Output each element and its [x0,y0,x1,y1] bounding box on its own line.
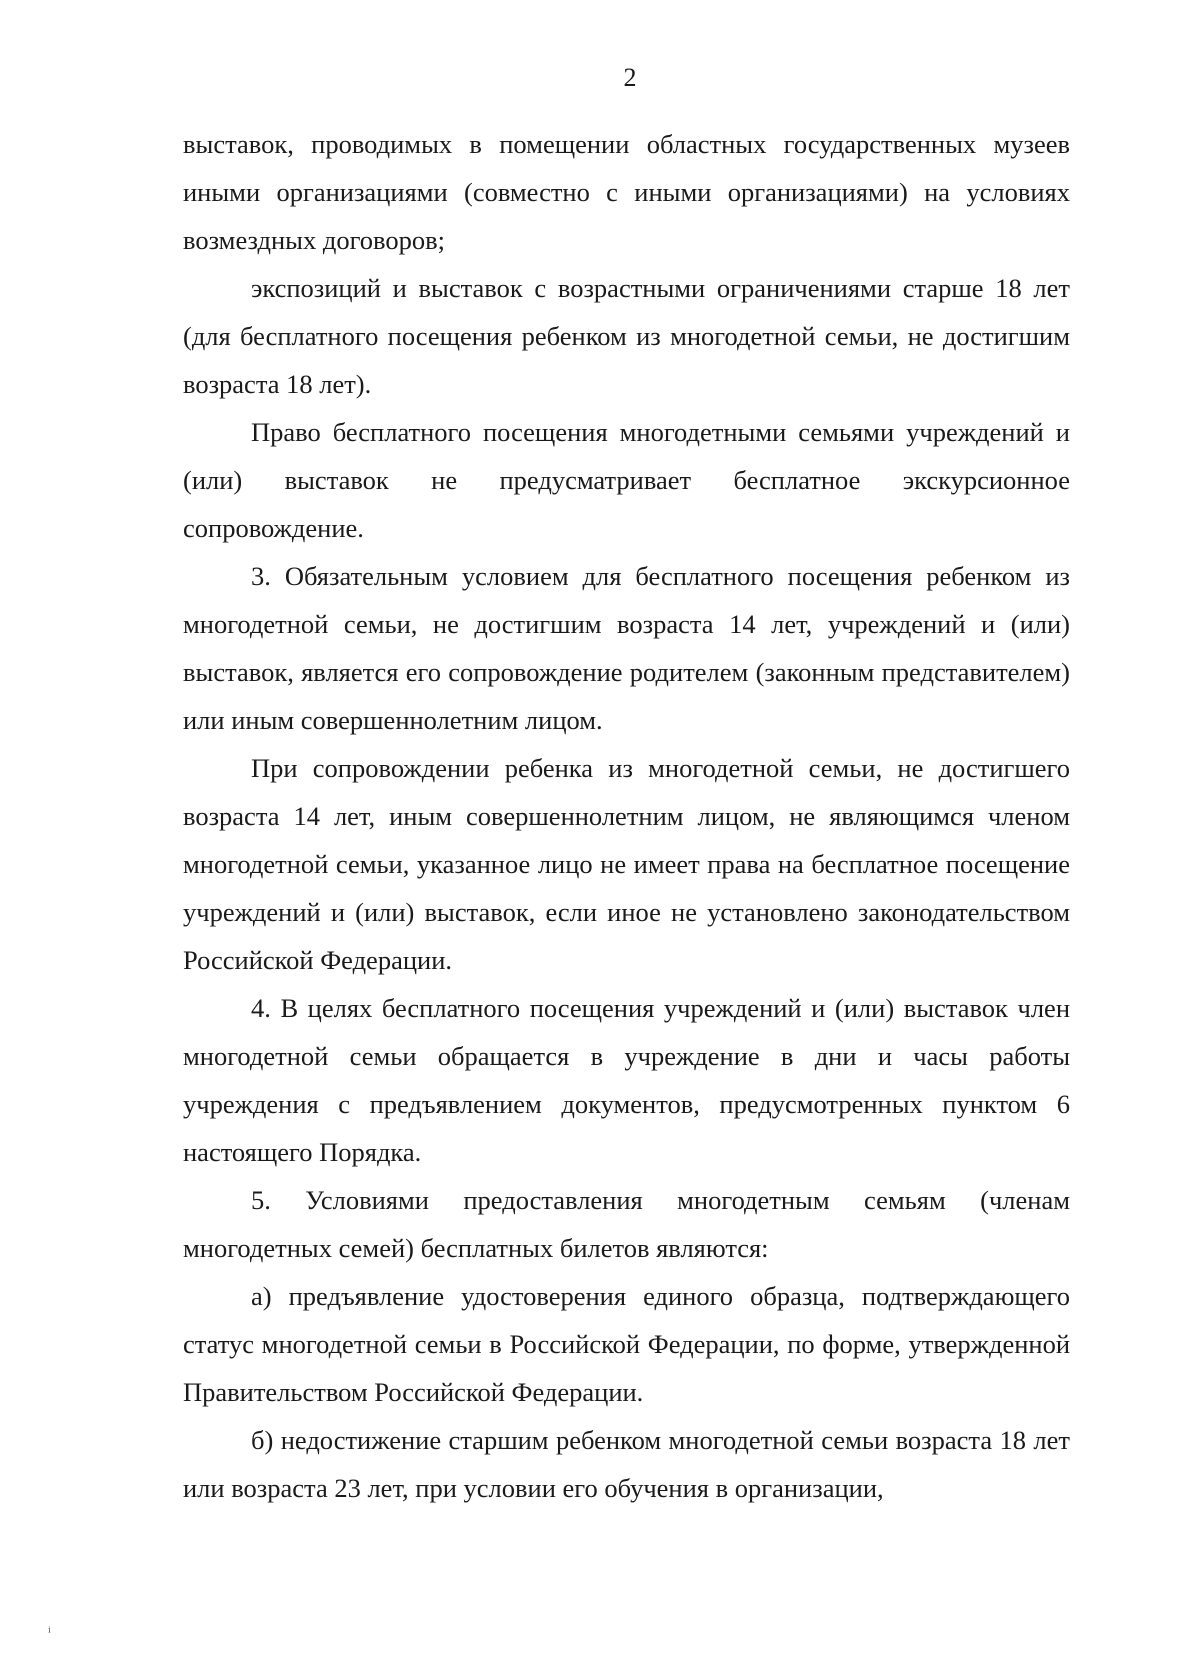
paragraph-subitem-a: а) предъявление удостоверения единого образца, подтверждающего статус многодетной семьи в Российской Федерации, по форме, утвержденной Правительством Российской Федерации. [183,1281,1070,1407]
paragraph-age-restricted-expositions: экспозиций и выставок с возрастными ограничениями старше 18 лет (для бесплатного посещения ребенком из многодетной семьи, не достигшим возраста 18 лет). [183,273,1070,399]
paragraph-exhibitions-continuation: выставок, проводимых в помещении областных государственных музеев иными организациями (совместно с иными организациями) на условиях возмездных договоров; [183,129,1070,255]
paragraph-item-4: 4. В целях бесплатного посещения учреждений и (или) выставок член многодетной семьи обращается в учреждение в дни и часы работы учреждения с предъявлением документов, предусмотренных пунктом 6 настоящего Порядка. [183,993,1070,1167]
paragraph-accompanying-adult: При сопровождении ребенка из многодетной семьи, не достигшего возраста 14 лет, иным совершеннолетним лицом, не являющимся членом многодетной семьи, указанное лицо не имеет права на бесплатное посещение учреждений и (или) выставок, если иное не установлено законодательством Российской Федерации. [183,753,1070,975]
scan-artifact-mark: ⁱ [48,1626,51,1641]
paragraph-subitem-b: б) недостижение старшим ребенком многодетной семьи возраста 18 лет или возраста 23 лет, при условии его обучения в организации, [183,1425,1070,1503]
paragraph-item-3: 3. Обязательным условием для бесплатного посещения ребенком из многодетной семьи, не достигшим возраста 14 лет, учреждений и (или) выставок, является его сопровождение родителем (законным представителем) или иным совершеннолетним лицом. [183,561,1070,735]
document-body [183,120,1070,1512]
paragraph-item-5: 5. Условиями предоставления многодетным семьям (членам многодетных семей) бесплатных билетов являются: [183,1185,1070,1263]
paragraph-no-free-excursion: Право бесплатного посещения многодетными семьями учреждений и (или) выставок не предусматривает бесплатное экскурсионное сопровождение. [183,417,1070,543]
page-number: 2 [623,63,637,92]
